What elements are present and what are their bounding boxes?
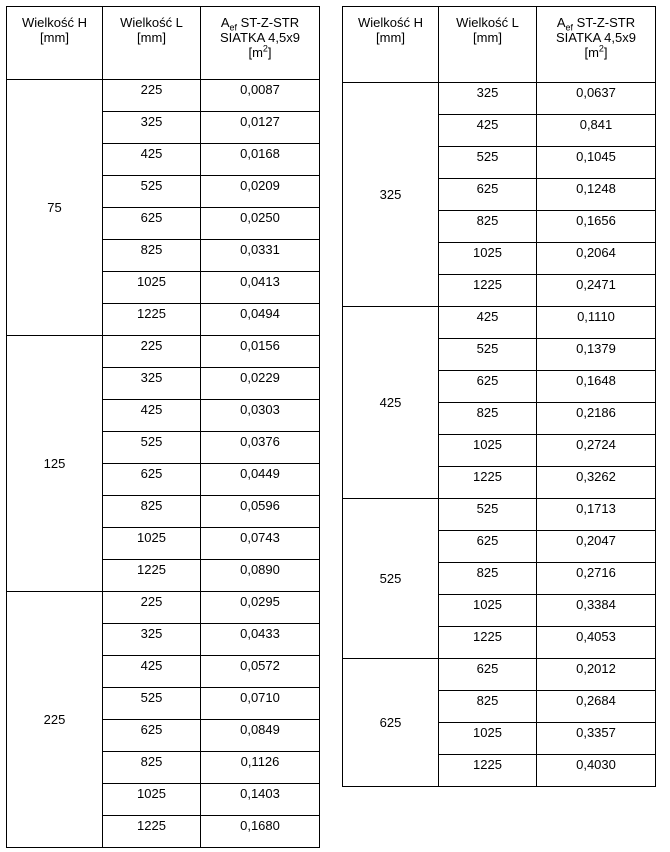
area-value-cell: 0,1126 (201, 752, 320, 784)
size-l-cell: 525 (439, 147, 537, 179)
area-value-cell: 0,1680 (201, 816, 320, 848)
area-value-cell: 0,0710 (201, 688, 320, 720)
area-value-cell: 0,0229 (201, 368, 320, 400)
size-h-cell: 125 (7, 336, 103, 592)
area-value-cell: 0,0156 (201, 336, 320, 368)
size-h-cell: 325 (343, 83, 439, 307)
size-l-cell: 425 (439, 115, 537, 147)
size-l-cell: 625 (103, 208, 201, 240)
area-value-cell: 0,2047 (537, 531, 656, 563)
size-l-cell: 325 (103, 112, 201, 144)
size-l-cell: 1225 (439, 275, 537, 307)
area-value-cell: 0,1713 (537, 499, 656, 531)
area-value-cell: 0,0743 (201, 528, 320, 560)
area-value-cell: 0,1045 (537, 147, 656, 179)
area-value-cell: 0,0494 (201, 304, 320, 336)
area-value-cell: 0,0596 (201, 496, 320, 528)
size-l-cell: 625 (439, 371, 537, 403)
size-l-cell: 825 (103, 240, 201, 272)
size-l-cell: 625 (439, 531, 537, 563)
area-value-cell: 0,0413 (201, 272, 320, 304)
area-value-cell: 0,0168 (201, 144, 320, 176)
table-row (7, 336, 320, 368)
area-value-cell: 0,0295 (201, 592, 320, 624)
area-value-cell: 0,0331 (201, 240, 320, 272)
size-l-cell: 625 (103, 720, 201, 752)
area-value-cell: 0,2064 (537, 243, 656, 275)
size-l-cell: 225 (103, 80, 201, 112)
size-h-cell: 625 (343, 659, 439, 787)
size-l-cell: 1225 (439, 627, 537, 659)
area-value-cell: 0,0250 (201, 208, 320, 240)
area-value-cell: 0,4053 (537, 627, 656, 659)
table-row (343, 659, 656, 691)
size-l-cell: 825 (439, 563, 537, 595)
area-value-cell: 0,0572 (201, 656, 320, 688)
area-value-cell: 0,2186 (537, 403, 656, 435)
size-l-cell: 325 (103, 368, 201, 400)
area-table-right (342, 6, 656, 787)
area-value-cell: 0,2724 (537, 435, 656, 467)
header-size-l: Wielkość L [mm] (439, 7, 537, 83)
header-size-h: Wielkość H [mm] (343, 7, 439, 83)
header-area: $A_{ef}$ ST-Z-STR SIATKA 4,5x9 $[m^2]$ (537, 7, 656, 83)
size-l-cell: 1025 (439, 595, 537, 627)
size-l-cell: 425 (439, 307, 537, 339)
area-value-cell: 0,0849 (201, 720, 320, 752)
size-l-cell: 1225 (439, 755, 537, 787)
size-l-cell: 325 (103, 624, 201, 656)
area-value-cell: 0,3357 (537, 723, 656, 755)
size-l-cell: 1225 (103, 816, 201, 848)
size-h-cell: 425 (343, 307, 439, 499)
area-value-cell: 0,1110 (537, 307, 656, 339)
area-value-cell: 0,4030 (537, 755, 656, 787)
area-value-cell: 0,2684 (537, 691, 656, 723)
size-l-cell: 625 (103, 464, 201, 496)
size-l-cell: 1025 (439, 435, 537, 467)
size-h-cell: 75 (7, 80, 103, 336)
area-value-cell: 0,0890 (201, 560, 320, 592)
area-value-cell: 0,0127 (201, 112, 320, 144)
table-body (343, 83, 656, 787)
area-value-cell: 0,1656 (537, 211, 656, 243)
area-value-cell: 0,0433 (201, 624, 320, 656)
size-l-cell: 525 (103, 432, 201, 464)
area-value-cell: 0,0209 (201, 176, 320, 208)
table-row (7, 592, 320, 624)
size-l-cell: 1225 (103, 304, 201, 336)
table-row (343, 307, 656, 339)
area-value-cell: 0,1379 (537, 339, 656, 371)
size-l-cell: 525 (439, 499, 537, 531)
size-l-cell: 825 (103, 752, 201, 784)
table-row (343, 83, 656, 115)
size-l-cell: 1025 (103, 784, 201, 816)
size-l-cell: 1025 (103, 528, 201, 560)
size-l-cell: 1025 (103, 272, 201, 304)
size-h-cell: 525 (343, 499, 439, 659)
area-value-cell: 0,3384 (537, 595, 656, 627)
header-row (7, 7, 320, 80)
header-size-h: Wielkość H [mm] (7, 7, 103, 80)
area-value-cell: 0,2012 (537, 659, 656, 691)
table-row (7, 80, 320, 112)
header-area: $A_{ef}$ ST-Z-STR SIATKA 4,5x9 $[m^2]$ (201, 7, 320, 80)
area-value-cell: 0,1648 (537, 371, 656, 403)
area-value-cell: 0,0376 (201, 432, 320, 464)
area-value-cell: 0,0087 (201, 80, 320, 112)
size-l-cell: 625 (439, 659, 537, 691)
area-value-cell: 0,1248 (537, 179, 656, 211)
size-l-cell: 825 (439, 691, 537, 723)
area-value-cell: 0,2471 (537, 275, 656, 307)
size-l-cell: 1025 (439, 243, 537, 275)
size-l-cell: 1225 (103, 560, 201, 592)
size-l-cell: 425 (103, 400, 201, 432)
area-value-cell: 0,841 (537, 115, 656, 147)
size-l-cell: 825 (439, 211, 537, 243)
size-l-cell: 625 (439, 179, 537, 211)
size-l-cell: 425 (103, 144, 201, 176)
header-row (343, 7, 656, 83)
size-l-cell: 525 (103, 176, 201, 208)
area-table-left (6, 6, 320, 848)
size-l-cell: 225 (103, 336, 201, 368)
size-l-cell: 525 (103, 688, 201, 720)
area-value-cell: 0,1403 (201, 784, 320, 816)
size-l-cell: 825 (439, 403, 537, 435)
size-l-cell: 1025 (439, 723, 537, 755)
size-l-cell: 1225 (439, 467, 537, 499)
size-l-cell: 525 (439, 339, 537, 371)
table-row (343, 499, 656, 531)
area-value-cell: 0,0303 (201, 400, 320, 432)
header-size-l: Wielkość L [mm] (103, 7, 201, 80)
size-l-cell: 825 (103, 496, 201, 528)
area-value-cell: 0,3262 (537, 467, 656, 499)
area-value-cell: 0,0637 (537, 83, 656, 115)
size-l-cell: 425 (103, 656, 201, 688)
area-value-cell: 0,2716 (537, 563, 656, 595)
area-value-cell: 0,0449 (201, 464, 320, 496)
size-h-cell: 225 (7, 592, 103, 848)
table-body (7, 80, 320, 848)
size-l-cell: 325 (439, 83, 537, 115)
size-l-cell: 225 (103, 592, 201, 624)
